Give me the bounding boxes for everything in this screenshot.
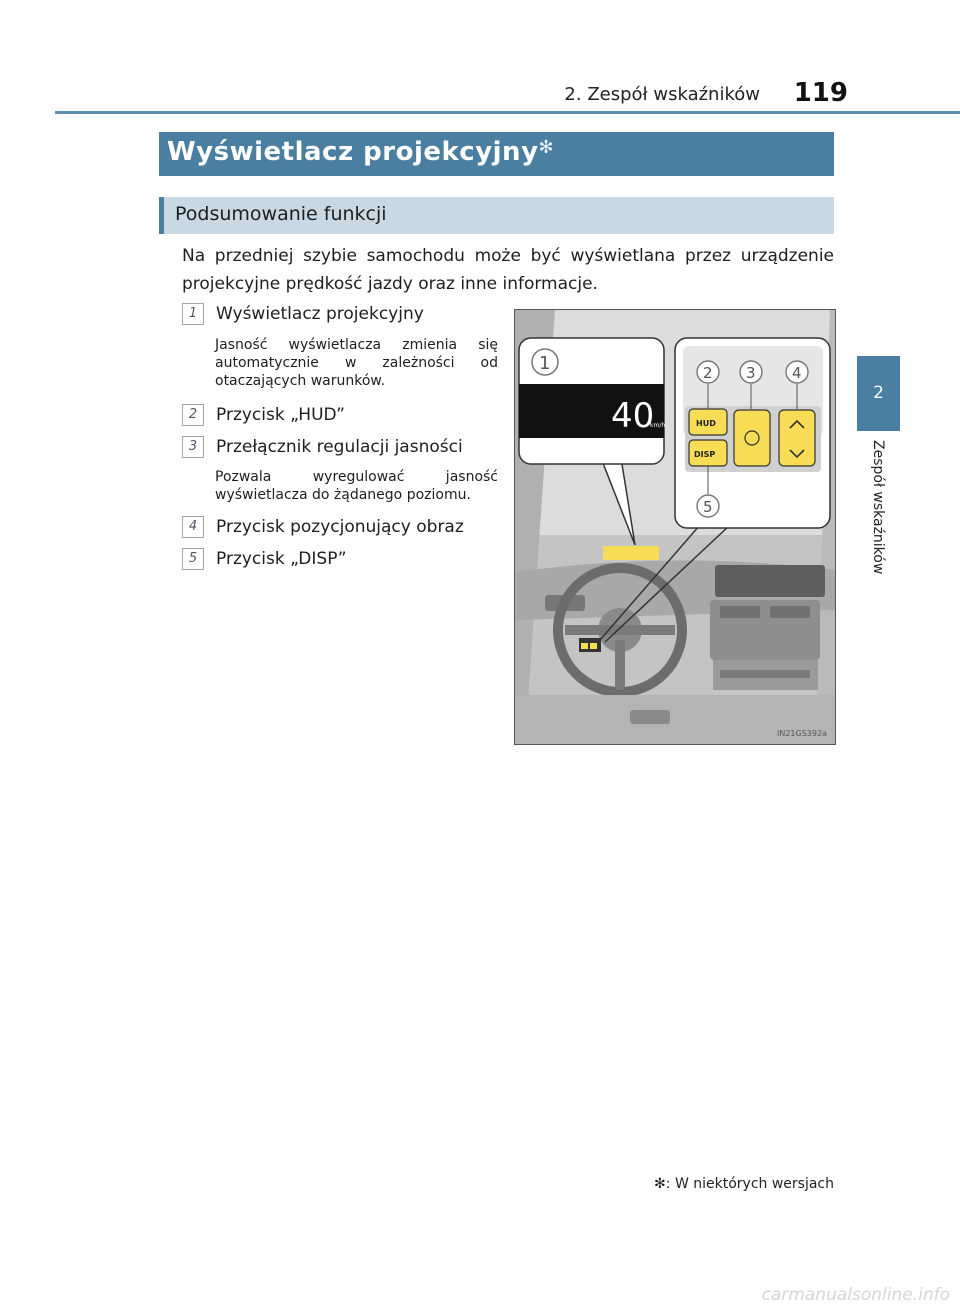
header-chapter: 2. Zespół wskaźników — [564, 84, 760, 105]
callout-2: 2 — [703, 364, 713, 382]
page-number: 119 — [793, 78, 848, 108]
watermark: carmanualsonline.info — [761, 1285, 950, 1305]
item-label: Wyświetlacz projekcyjny — [216, 304, 424, 324]
item-number: 2 — [182, 404, 204, 426]
item-number: 1 — [182, 303, 204, 325]
hud-projection-area — [603, 546, 659, 560]
callout-5: 5 — [703, 498, 713, 516]
side-tab-number: 2 — [857, 356, 900, 431]
title-bar — [159, 132, 834, 176]
illustration — [514, 309, 836, 745]
item-number: 4 — [182, 516, 204, 538]
item-number: 3 — [182, 436, 204, 458]
intro-paragraph: Na przedniej szybie samochodu może być wyświetlana przez urządzenie projekcyjne prędkość jazdy oraz inne informacje. — [182, 246, 834, 294]
item-label: Przycisk „DISP” — [216, 549, 347, 569]
page-title-text: Wyświetlacz projekcyjny — [167, 137, 539, 167]
item-note: Pozwala wyregulować jasność wyświetlacza do żądanego poziomu. — [215, 469, 498, 503]
item-number: 5 — [182, 548, 204, 570]
subtitle: Podsumowanie funkcji — [175, 203, 387, 225]
callout-3: 3 — [746, 364, 756, 382]
list-item — [182, 404, 345, 426]
title-marker: ✻ — [538, 137, 555, 158]
subtitle-bar — [159, 197, 834, 234]
brightness-switch — [734, 410, 770, 466]
callout-1: 1 — [539, 353, 551, 374]
callout-4: 4 — [792, 364, 802, 382]
dashboard-illustration — [515, 310, 835, 744]
list-item — [182, 436, 463, 458]
side-tab-label-text: Zespół wskaźników — [870, 440, 886, 575]
footnote — [654, 1176, 834, 1192]
subtitle-accent — [159, 197, 164, 234]
footnote-marker: ✻ — [654, 1176, 666, 1192]
hud-speed-unit: km/h — [650, 422, 666, 429]
list-item — [182, 516, 464, 538]
list-item — [182, 548, 347, 570]
disp-button-label: DISP — [694, 450, 716, 459]
footnote-text: : W niektórych wersjach — [665, 1176, 834, 1192]
side-tab-label — [858, 440, 898, 640]
item-label: Przycisk pozycjonujący obraz — [216, 517, 464, 537]
illustration-code: IN21GS392a — [777, 729, 827, 738]
header-line — [55, 111, 960, 114]
item-label: Przełącznik regulacji jasności — [216, 437, 463, 457]
list-item — [182, 303, 424, 325]
item-note: Jasność wyświetlacza zmienia się automatycznie w zależności od otaczających warunków. — [215, 337, 498, 389]
page-title — [167, 137, 554, 167]
item-label: Przycisk „HUD” — [216, 405, 345, 425]
hud-button-label: HUD — [696, 419, 716, 428]
hud-speed: 40 — [611, 396, 655, 436]
